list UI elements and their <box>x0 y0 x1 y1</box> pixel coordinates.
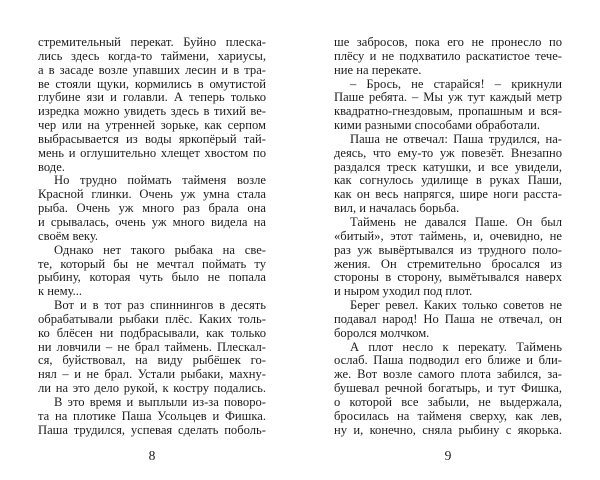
text-line: Паша трудился, успевая сделать поболь- <box>38 423 266 437</box>
text-line: раздался треск катушки, и все увидели, <box>334 160 562 174</box>
text-line: ве стояли щуки, кормились в омутистой <box>38 77 266 91</box>
text-line: вил, и началась борьба. <box>334 202 460 216</box>
text-line: обрабатывали рыбаки плёс. Каких толь- <box>38 312 266 326</box>
text-line: ние на перекате. <box>334 63 422 77</box>
text-line: ну и, конечно, сняла рыбину с якорька. <box>334 423 562 437</box>
text-line: рыба. Очень уж много раз брала она <box>38 202 266 216</box>
text-line: воде. <box>38 160 65 174</box>
text-line: подавал народ! Но Паша не отвечал, он <box>334 312 562 326</box>
text-line: о которой все забыли, не выдержала, <box>334 395 562 409</box>
page-number-right: 9 <box>444 448 452 463</box>
text-line: «битый», этот таймень, и, очевидно, не <box>334 229 562 243</box>
text-line: Красной глинки. Очень уж умна стала <box>38 188 266 202</box>
text-line: Берег ревел. Каких только советов не <box>350 299 562 313</box>
text-line: раз уж вывёртывался из трудного поло- <box>334 243 562 257</box>
text-line: Однако нет такого рыбака на све- <box>54 243 266 257</box>
text-line: как он весь напрягся, шире ноги расста- <box>334 188 562 202</box>
text-line: ни ловчили – не брал таймень. Плескал- <box>38 340 266 354</box>
text-line: стремительный перекат. Буйно плеска- <box>38 36 266 49</box>
text-line: своём веку. <box>38 229 99 243</box>
text-line: та на плотике Паша Усольцев и Фишка. <box>38 409 266 423</box>
text-line: ся, буйствовал, на виду рыбёшек го- <box>38 354 266 368</box>
text-line: и срывалась, очень уж много видела на <box>38 215 266 229</box>
text-line: плёсу и не подхватило раскатистое тече- <box>334 49 562 63</box>
text-line: изредка можно увидеть здесь в тихий ве- <box>38 105 266 119</box>
text-line: Таймень не давался Паше. Он был <box>350 215 562 229</box>
text-line: Паше ребята. – Мы уж тут каждый метр <box>334 91 562 105</box>
text-line: А плот несло к перекату. Таймень <box>350 340 562 354</box>
text-line: глубине язи и голавли. А теперь только <box>38 91 266 105</box>
text-line: деясь, что ему-то уж повезёт. Внезапно <box>334 146 562 160</box>
text-line: ли на это дело рукой, к костру подались. <box>38 382 266 396</box>
text-line: ослаб. Паша подводил его ближе и бли- <box>334 354 562 368</box>
text-line: Паша не отвечал: Паша трудился, на- <box>350 132 562 146</box>
text-line: В это время и выплыли из-за поворо- <box>54 395 266 409</box>
text-line: мень и оглушительно хлещет хвостом по <box>38 146 266 160</box>
text-line: же. Вот возле самого плота забился, за- <box>334 368 562 382</box>
text-line: кими разными способами обработали. <box>334 119 540 133</box>
text-line: лись здесь когда-то таймени, хариусы, <box>38 49 266 63</box>
right-page-text <box>334 36 562 437</box>
text-line: стороны в сторону, вымётывался наверх <box>334 271 562 285</box>
text-line: бросилась на тайменя сверху, как лев, <box>334 409 562 423</box>
text-line: как согнулось удилище в руках Паши, <box>334 174 562 188</box>
text-line: рыбину, которая чуть было не попала <box>38 271 266 285</box>
right-page <box>300 0 600 480</box>
text-line: нял – и не брал. Устали рыбаки, махну- <box>38 368 266 382</box>
text-line: и ныром уходил под плот. <box>334 285 473 299</box>
text-line: ше забросов, пока его не пронесло по <box>334 36 562 49</box>
text-line: – Брось, не старайся! – крикнули <box>350 77 562 91</box>
text-line: жения. Он стремительно бросался из <box>334 257 562 271</box>
left-page-text <box>38 36 266 437</box>
text-line: выбрасывается из воды яркопёрый тай- <box>38 132 266 146</box>
text-line: ко блёсен ни подбрасывали, как только <box>38 326 266 340</box>
text-line: боролся молчком. <box>334 326 430 340</box>
text-line: те, который бы не мечтал поймать ту <box>38 257 266 271</box>
text-line: Но трудно поймать тайменя возле <box>54 174 266 188</box>
text-line: бушевал речной богатырь, и тут Фишка, <box>334 382 562 396</box>
text-line: Вот и в тот раз спиннингов в десять <box>54 299 266 313</box>
text-line: чер или на утренней зорьке, как серпом <box>38 119 266 133</box>
page-number-left: 8 <box>148 448 156 463</box>
text-line: а в засаде возле упавших лесин и в тра- <box>38 63 266 77</box>
text-line: квадратно-гнездовым, пропашным и вся- <box>334 105 562 119</box>
text-line: к нему... <box>38 285 83 299</box>
